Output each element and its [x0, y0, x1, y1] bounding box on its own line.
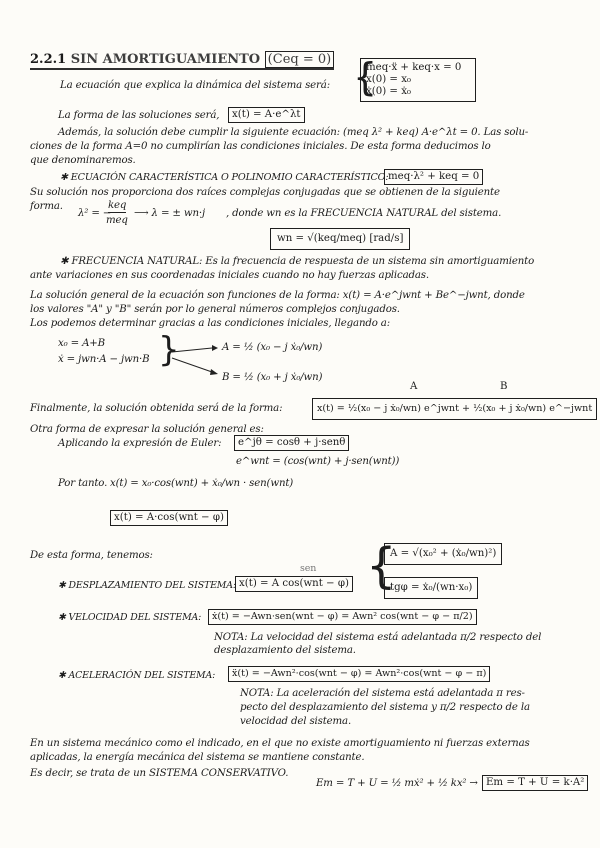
system-eq-1: meq·ẍ + keq·x = 0	[366, 62, 462, 73]
energy-box: Em = T + U = k·A²	[482, 775, 588, 791]
solution-form-box: x(t) = A·e^λt	[228, 107, 305, 123]
lambda-roots: ⟶ λ = ± wn·j	[134, 208, 205, 219]
disp-box: x(t) = A cos(wnt − φ)	[235, 576, 353, 592]
system-brace: {	[353, 55, 378, 99]
amp-brace: {	[366, 538, 397, 594]
final-B-label: B	[500, 381, 508, 392]
system-equations-box	[360, 58, 476, 102]
acc-box: ẍ(t) = −Awn²·cos(wnt − φ) = Awn²·cos(wnt − φ − π)	[228, 666, 490, 682]
char-eq-label: ✱ ECUACIÓN CARACTERÍSTICA O POLINOMIO CARACTERÍSTICO:	[60, 172, 389, 183]
energy-eq: Em = T + U = ½ mẋ² + ½ kx² →	[316, 778, 478, 789]
amplitude-box: A = √(x₀² + (ẋ₀/wn)²)	[384, 543, 502, 565]
final-A-label: A	[410, 381, 418, 392]
lambda-eq-left: λ² = −	[78, 208, 112, 219]
line-12: los valores "A" y "B" serán por lo general números complejos conjugados.	[30, 304, 400, 315]
line-7: Su solución nos proporciona dos raíces complejas conjugadas que se obtienen de la siguiente	[30, 187, 500, 198]
ic-brace: }	[158, 330, 180, 370]
line-solution-form: La forma de las soluciones será,	[58, 110, 220, 121]
vel-label: ✱ VELOCIDAD DEL SISTEMA:	[58, 612, 202, 623]
vel-note-1: NOTA: La velocidad del sistema está adelantada π/2 respecto del	[214, 632, 542, 643]
euler-box: e^jθ = cosθ + j·senθ	[234, 435, 349, 451]
line-21: Es decir, se trata de un SISTEMA CONSERVATIVO.	[30, 768, 289, 779]
line-14: Finalmente, la solución obtenida será de la forma:	[30, 403, 283, 414]
vel-note-2: desplazamiento del sistema.	[214, 645, 356, 656]
final-solution-box: x(t) = ½(x₀ − j ẋ₀/wn) e^jwnt + ½(x₀ + j ẋ₀/wn) e^−jwnt	[312, 398, 597, 420]
acc-label: ✱ ACELERACIÓN DEL SISTEMA:	[58, 670, 216, 681]
ic-1: x₀ = A+B	[58, 338, 106, 349]
lambda-meq: meq	[106, 215, 128, 226]
acc-note-2: pecto del desplazamiento del sistema y π/2 respecto de la	[240, 702, 530, 713]
lambda-keq: keq	[108, 200, 127, 211]
phase-box: tgφ = ẋ₀/(wn·x₀)	[384, 577, 478, 599]
vel-box: ẋ(t) = −Awn·sen(wnt − φ) = Awn² cos(wnt − φ − π/2)	[208, 609, 477, 625]
acc-note-3: velocidad del sistema.	[240, 716, 352, 727]
por-tanto-eq: x(t) = x₀·cos(wnt) + ẋ₀/wn · sen(wnt)	[110, 478, 294, 489]
cos-form-box: x(t) = A·cos(wnt − φ)	[110, 510, 228, 526]
line-9: ✱ FRECUENCIA NATURAL: Es la frecuencia de respuesta de un sistema sin amortiguamiento	[60, 256, 535, 267]
line-3: Además, la solución debe cumplir la siguiente ecuación: (meq λ² + keq) A·e^λt = 0. Las solu-	[58, 127, 529, 138]
ab-2: B = ½ (x₀ + j ẋ₀/wn)	[222, 372, 323, 383]
line-18: De esta forma, tenemos:	[30, 550, 153, 561]
disp-label: ✱ DESPLAZAMIENTO DEL SISTEMA:	[58, 580, 236, 591]
euler-2: e^wnt = (cos(wnt) + j·sen(wnt))	[236, 456, 400, 467]
char-eq-box: meq·λ² + keq = 0	[384, 169, 483, 185]
section-number: 2.2.1	[30, 52, 67, 67]
section-title	[30, 52, 334, 70]
line-15: Otra forma de expresar la solución general es:	[30, 424, 264, 435]
line-13: Los podemos determinar gracias a las condiciones iniciales, llegando a:	[30, 318, 391, 329]
line-8-forma: forma.	[30, 201, 63, 212]
wn-box: wn = √(keq/meq) [rad/s]	[270, 228, 410, 250]
natural-freq-def: , donde wn es la FRECUENCIA NATURAL del sistema.	[226, 208, 502, 219]
por-tanto: Por tanto.	[58, 478, 108, 489]
line-11: La solución general de la ecuación son funciones de la forma: x(t) = A·e^jwnt + Be^−jwnt, donde	[30, 290, 525, 301]
ic-2: ẋ = jwn·A − jwn·B	[58, 354, 150, 365]
ab-1: A = ½ (x₀ − j ẋ₀/wn)	[222, 342, 323, 353]
section-condition: (Ceq = 0)	[265, 51, 335, 68]
ic-arrows	[170, 340, 220, 380]
line-5: que denominaremos.	[30, 155, 136, 166]
sen-note: sen	[300, 563, 317, 574]
line-4: ciones de la forma A=0 no cumplirían las condiciones iniciales. De esta forma deducimos lo	[30, 141, 491, 152]
line-10: ante variaciones en sus coordenadas iniciales cuando no hay fuerzas aplicadas.	[30, 270, 429, 281]
system-eq-3: ẋ(0) = ẋ₀	[366, 86, 412, 97]
section-name: SIN AMORTIGUAMIENTO	[70, 52, 261, 67]
line-16: Aplicando la expresión de Euler:	[58, 438, 222, 449]
line-19: En un sistema mecánico como el indicado, en el que no existe amortiguamiento ni fuerzas externas	[30, 738, 530, 749]
line-dynamics: La ecuación que explica la dinámica del sistema será:	[60, 80, 330, 91]
acc-note-1: NOTA: La aceleración del sistema está adelantada π res-	[240, 688, 525, 699]
system-eq-2: x(0) = x₀	[366, 74, 412, 85]
line-20: aplicadas, la energía mecánica del sistema se mantiene constante.	[30, 752, 365, 763]
